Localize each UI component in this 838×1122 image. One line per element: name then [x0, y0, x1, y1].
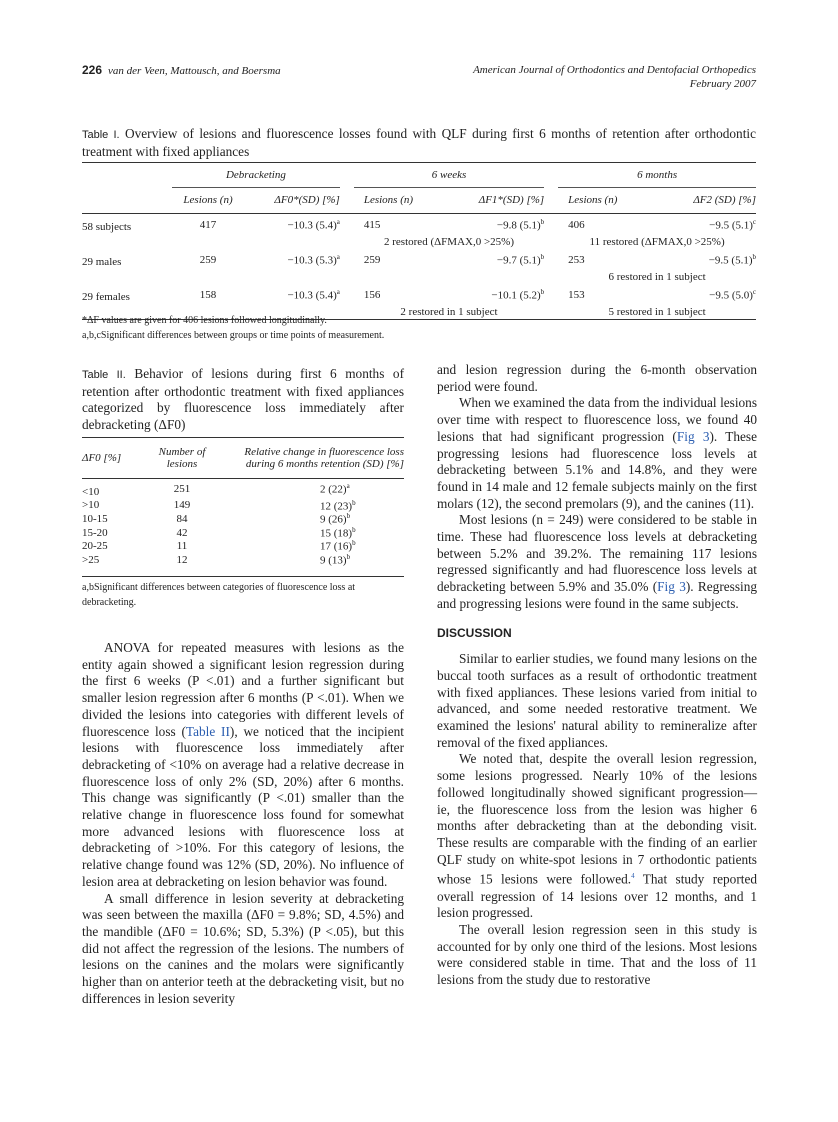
- table2-caption-text: Behavior of lesions during first 6 months of retention after orthodontic treatment with fixed appliances categorized by fluorescence loss immediately after debracketing (ΔF0): [82, 366, 404, 432]
- paragraph: Similar to earlier studies, we found many lesions on the buccal tooth surfaces as a result of orthodontic treatment with fixed appliances. These lesions varied from initial to advanced, and some needed restorative treatment. We examined the lesions' natural ability to remineralize after removal of the fixed appliances.: [437, 651, 757, 750]
- fig3-link[interactable]: Fig 3: [657, 579, 686, 595]
- cell: 15-20: [82, 526, 108, 539]
- sup: b: [540, 287, 545, 296]
- footnote: a,b,cSignificant differences between groups or time points of measurement.: [82, 330, 385, 341]
- sup: b: [540, 252, 545, 261]
- cell: 253: [568, 253, 585, 266]
- table2-caption: [82, 366, 404, 433]
- cell: 42: [176, 526, 188, 539]
- table-row: [82, 539, 404, 553]
- table1: [82, 162, 756, 320]
- running-header-right: [473, 63, 756, 91]
- sup: a: [336, 217, 340, 226]
- note: 2 restored in 1 subject: [400, 306, 498, 318]
- running-header-left: [82, 63, 281, 77]
- group-header: 6 months: [558, 163, 756, 188]
- column-header: Lesions (n): [568, 194, 618, 207]
- note: 6 restored in 1 subject: [608, 271, 706, 283]
- sup: b: [540, 217, 545, 226]
- table-note-row: [82, 235, 756, 249]
- table2: [82, 437, 404, 567]
- paragraph: ANOVA for repeated measures with lesions as the entity again showed a significant lesion regression during the first 6 weeks (P <.01) and a further significant but smaller lesion regression after 6 months (P <.01). When we divided the lesions into categories with different levels of fluorescence loss (Table II), we noticed that the incipient lesions with fluorescence loss immediately after debracketing of <10% on average had a relative decrease in fluorescence loss of only 2% (SD, 20%) after 6 months. This change was significantly (P <.01) smaller than the relative change in fluorescence loss found for somewhat more advanced lesions with fluorescence loss at debracketing of >10%. For this category of lesions, the relative change found was 12% (SD, 20%). No influence of lesion area at debracketing on lesion behavior was found.: [82, 640, 404, 889]
- cell: −9.5 (5.0): [709, 289, 753, 302]
- table2-link[interactable]: Table II: [185, 723, 230, 739]
- issue-date: February 2007: [689, 78, 756, 90]
- table1-footnotes: [82, 313, 384, 343]
- reference-link[interactable]: 4: [631, 872, 635, 881]
- cell: <10: [82, 485, 100, 498]
- cell: 149: [173, 499, 191, 512]
- page-number: 226: [82, 63, 103, 77]
- column-header: Relative change in fluorescence loss during 6 months retention (SD) [%]: [244, 446, 404, 470]
- table-row: [82, 499, 404, 513]
- paragraph: and lesion regression during the 6-month observation period were found.: [437, 362, 757, 394]
- group-header: Debracketing: [172, 163, 340, 188]
- column-header: ΔF0*(SD) [%]: [274, 194, 340, 207]
- cell: 9 (13): [320, 554, 347, 567]
- sup: c: [752, 217, 756, 226]
- note: 5 restored in 1 subject: [608, 306, 706, 318]
- cell: 12 (23): [320, 500, 353, 513]
- cell: 153: [568, 288, 585, 301]
- fig3-link[interactable]: Fig 3: [676, 428, 710, 444]
- right-column: [437, 362, 757, 989]
- cell: 2 (22): [320, 483, 347, 496]
- sup: a: [336, 252, 340, 261]
- cell: 17 (16): [320, 541, 353, 554]
- paragraph: Most lesions (n = 249) were considered to be stable in time. These had fluorescence loss levels at debracketing between 5.2% and 39.2%. The remaining 117 lesions regressed significantly and had fluorescence loss levels at debracketing between 5.9% and 35.0% (Fig 3). Regressing and progressing lesions were found in the same subjects.: [437, 512, 758, 611]
- row-label: 58 subjects: [82, 220, 132, 233]
- table2-footnote: a,bSignificant differences between categories of fluorescence loss at debracketing.: [82, 576, 404, 610]
- journal-name: American Journal of Orthodontics and Dentofacial Orthopedics: [473, 64, 756, 76]
- footnote: *ΔF values are given for 406 lesions followed longitudinally.: [82, 315, 327, 326]
- table2-label: Table II.: [82, 369, 126, 381]
- cell: −9.5 (5.1): [709, 219, 753, 232]
- paragraph: A small difference in lesion severity at debracketing was seen between the maxilla (ΔF0 = 9.8%; SD, 4.5%) and the mandible (ΔF0 = 10.6%; SD, 5.3%) (P <.05), but this did not affect the regression of the lesions. The numbers of lesions on the canines and the molars were significantly higher than on anterior teeth at the debracketing visit, but no differences in lesion severity: [82, 890, 404, 1006]
- note: 2 restored (ΔFMAX,0 >25%): [384, 236, 514, 248]
- cell: 20-25: [82, 540, 108, 553]
- cell: 10-15: [82, 512, 108, 525]
- paragraph: When we examined the data from the individual lesions over time with respect to fluorescence loss, we found 40 lesions that had significant progression (Fig 3). These progressing lesions had fluorescence loss levels at debracketing between 5.1% and 14.8%, and they were found in 14 male and 12 female subjects mainly on the first molars (12), the second premolars (9), and the canines (11).: [437, 395, 757, 511]
- table-row: [82, 526, 404, 540]
- column-header: ΔF0 [%]: [82, 452, 122, 464]
- table-row: [82, 512, 404, 526]
- table-note-row: [82, 270, 756, 284]
- table-row: [82, 249, 756, 270]
- sup: b: [352, 525, 356, 534]
- cell: 15 (18): [320, 527, 353, 540]
- cell: 156: [363, 288, 381, 301]
- cell: 84: [176, 512, 188, 525]
- cell: 9 (26): [320, 513, 347, 526]
- column-header: ΔF2 (SD) [%]: [693, 194, 756, 207]
- cell: −9.7 (5.1): [496, 254, 541, 267]
- cell: 259: [363, 253, 381, 266]
- sup: c: [752, 287, 756, 296]
- table1-caption: [82, 126, 756, 160]
- cell: 417: [199, 218, 217, 231]
- paragraph: The overall lesion regression seen in this study is accounted for by only one third of the lesions. Most lesions were considered stable in time. That and the loss of 11 lesions from the study due to restorative: [437, 921, 757, 988]
- section-heading: DISCUSSION: [437, 625, 512, 640]
- column-header: Lesions (n): [183, 194, 233, 207]
- table1-label: Table I.: [82, 129, 120, 141]
- authors: van der Veen, Mattousch, and Boersma: [108, 65, 281, 77]
- table-row: [82, 553, 404, 567]
- cell: −10.3 (5.4): [287, 289, 337, 302]
- note: [354, 270, 544, 284]
- table-row: [82, 284, 756, 305]
- table1-caption-text: Overview of lesions and fluorescence losses found with QLF during first 6 months of retention after orthodontic treatment with fixed appliances: [82, 126, 756, 159]
- note: 11 restored (ΔFMAX,0 >25%): [589, 236, 725, 248]
- cell: −10.3 (5.3): [287, 254, 337, 267]
- cell: −9.8 (5.1): [496, 219, 541, 232]
- cell: >25: [82, 553, 100, 566]
- sup: b: [346, 512, 351, 521]
- cell: −9.5 (5.1): [708, 254, 753, 267]
- sup: a: [346, 481, 350, 490]
- cell: 259: [199, 253, 217, 266]
- table-row: [82, 214, 756, 236]
- group-header: 6 weeks: [354, 163, 544, 188]
- left-column: [82, 640, 404, 1007]
- sup: b: [352, 539, 356, 548]
- cell: 12: [176, 553, 188, 566]
- sup: b: [346, 553, 351, 562]
- sup: b: [352, 498, 356, 507]
- table-row: [82, 479, 404, 499]
- cell: 11: [176, 540, 188, 553]
- cell: 415: [363, 218, 381, 231]
- cell: 158: [199, 288, 217, 301]
- row-label: 29 females: [82, 290, 130, 303]
- cell: >10: [82, 499, 100, 512]
- column-header: Lesions (n): [363, 194, 414, 207]
- column-header: Number of lesions: [158, 446, 206, 470]
- cell: −10.1 (5.2): [491, 289, 541, 302]
- cell: −10.3 (5.4): [287, 219, 337, 232]
- cell: 251: [173, 482, 191, 495]
- cell: 406: [568, 218, 585, 231]
- sup: b: [752, 252, 756, 261]
- column-header: ΔF1*(SD) [%]: [478, 194, 545, 207]
- row-label: 29 males: [82, 255, 122, 268]
- sup: a: [336, 287, 340, 296]
- paragraph: We noted that, despite the overall lesion regression, some lesions progressed. Nearly 10% of the lesions followed longitudinally showed significant progression—ie, the fluorescence loss from the lesion was higher 6 months after debracketing than at the debonding visit. These results are comparable with the finding of an earlier QLF study on white-spot lesions in 7 orthodontic patients whose 15 lesions were followed.$^4$ That study reported overall regression of 14 lesions over 12 months, and 1 lesion progressed.: [437, 751, 758, 921]
